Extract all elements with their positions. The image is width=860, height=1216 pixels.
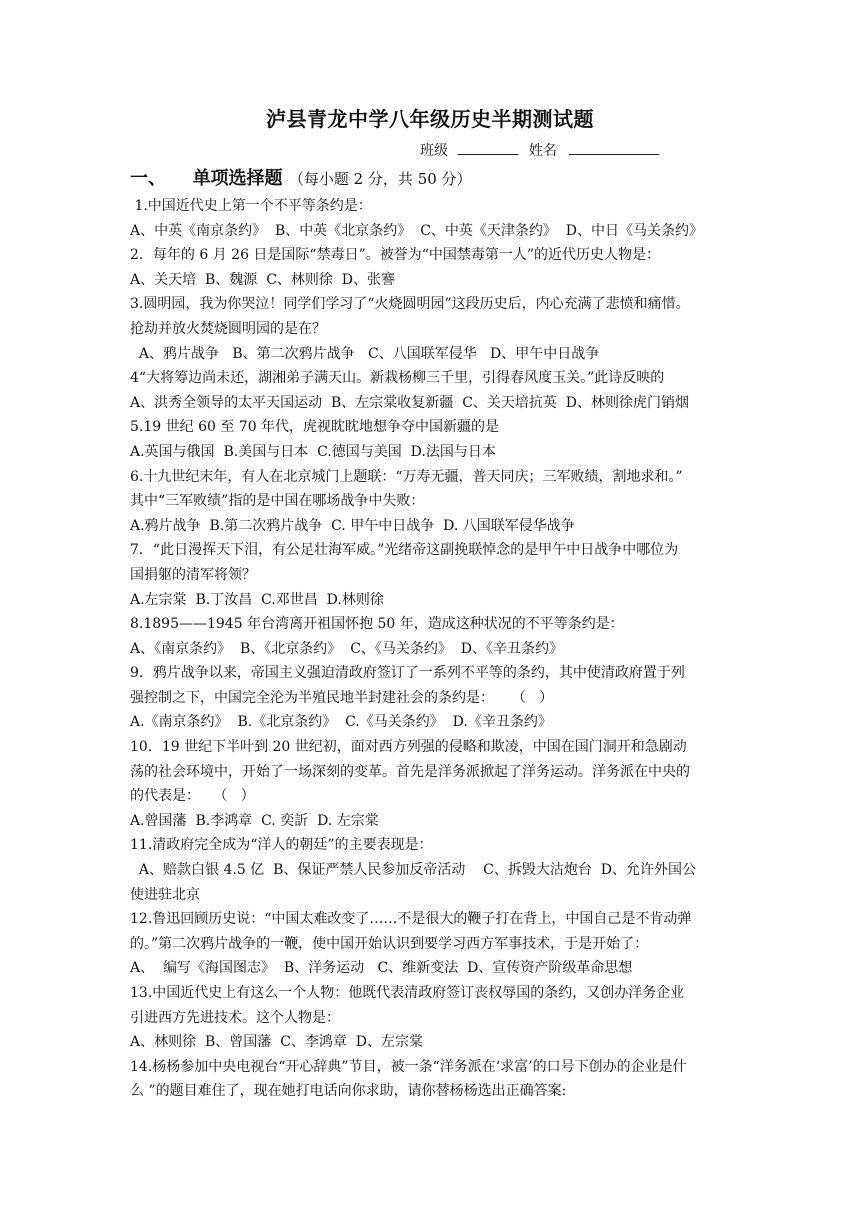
text-line: A、中英《南京条约》 B、中英《北京条约》 C、中英《天津条约》 D、中日《马关条约》 <box>130 222 704 239</box>
text-line: 使进驻北京 <box>130 886 200 903</box>
name-label: 姓名 <box>528 143 557 159</box>
page-title: 泸县青龙中学八年级历史半期测试题 <box>266 107 594 131</box>
text-line: 2．每年的 6 月 26 日是国际“禁毒日”。被誉为“中国禁毒第一人”的近代历史人物是： <box>130 247 661 264</box>
text-line: A、洪秀全领导的太平天国运动 B、左宗棠收复新疆 C、关天培抗英 D、林则徐虎门销烟 <box>130 394 690 411</box>
text-line: A、赔款白银 4.5 亿 B、保证严禁人民参加反帝活动 C、拆毁大沽炮台 D、允许外国公 <box>130 862 696 879</box>
text-line: A、林则徐 B、曾国藩 C、李鸿章 D、左宗棠 <box>130 1034 424 1051</box>
text-line: 10．19 世纪下半叶到 20 世纪初，面对西方列强的侵略和欺凌，中国在国门洞开和急剧动 <box>130 739 687 756</box>
section-note: （每小题 2 分，共 50 分） <box>288 170 472 188</box>
text-line: 13.中国近代史上有这么一个人物：他既代表清政府签订丧权辱国的条约，又创办洋务企业 <box>130 985 685 1001</box>
text-line: 9．鸦片战争以来，帝国主义强迫清政府签订了一系列不平等的条约，其中使清政府置于列 <box>130 665 685 682</box>
section-title: 单项选择题 <box>192 168 283 189</box>
section-number: 一、 <box>130 168 166 189</box>
question-list <box>130 194 740 1104</box>
text-line: A.鸦片战争 B.第二次鸦片战争 C. 甲午中日战争 D. 八国联军侵华战争 <box>130 517 575 534</box>
text-line: 12.鲁迅回顾历史说：“中国太难改变了……不是很大的鞭子打在背上，中国自己是不肯动弹 <box>130 911 692 928</box>
class-blank[interactable] <box>458 140 518 155</box>
text-line: 国捐躯的清军将领？ <box>130 566 256 583</box>
text-line: 引进西方先进技术。这个人物是： <box>130 1009 340 1026</box>
text-line: 荡的社会环境中，开始了一场深刻的变革。首先是洋务派掀起了洋务运动。洋务派在中央的 <box>130 763 690 780</box>
text-line: 抢劫并放火焚烧圆明园的是在？ <box>130 320 326 337</box>
text-line: 么 ”的题目难住了，现在她打电话向你求助，请你替杨杨选出正确答案: <box>130 1083 567 1100</box>
text-line: A、关天培 B、魏源 C、林则徐 D、张謇 <box>130 271 396 288</box>
text-line: 7．“此日漫挥天下泪，有公足壮海军威。”光绪帝这副挽联悼念的是甲午中日战争中哪位为 <box>130 542 679 559</box>
name-blank[interactable] <box>569 140 659 155</box>
text-line: 5.19 世纪 60 至 70 年代，虎视眈眈地想争夺中国新疆的是 <box>130 419 500 436</box>
text-line: A、《南京条约》 B、《北京条约》 C、《马关条约》 D、《辛丑条约》 <box>130 640 564 657</box>
text-line: A.英国与俄国 B.美国与日本 C.德国与美国 D.法国与日本 <box>130 443 496 460</box>
text-line: 14.杨杨参加中央电视台“开心辞典”节目，被一条“洋务派在‘求富’的口号下创办的企业是什 <box>130 1058 687 1075</box>
text-line: A、 编写《海国图志》 B、洋务运动 C、维新变法 D、宣传资产阶级革命思想 <box>130 960 633 977</box>
text-line: 的代表是： （ ） <box>130 788 255 805</box>
class-label: 班级 <box>420 143 448 159</box>
text-line: 1.中国近代史上第一个不平等条约是： <box>130 198 372 214</box>
text-line: A.左宗棠 B.丁汝昌 C.邓世昌 D.林则徐 <box>130 591 384 608</box>
text-line: A.《南京条约》 B.《北京条约》 C.《马关条约》 D.《辛丑条约》 <box>130 714 552 731</box>
text-line: A、鸦片战争 B、第二次鸦片战争 C、八国联军侵华 D、甲午中日战争 <box>130 345 600 362</box>
text-line: 6.十九世纪末年，有人在北京城门上题联：“万寿无疆，普天同庆；三军败绩，割地求和。” <box>130 468 683 485</box>
text-line: A.曾国藩 B.李鸿章 C. 奕訢 D. 左宗棠 <box>130 812 379 829</box>
student-info <box>420 140 659 160</box>
text-line: 8.1895——1945 年台湾离开祖国怀抱 50 年，造成这种状况的不平等条约是： <box>130 616 624 633</box>
section-heading <box>130 164 472 190</box>
text-line: 其中“三军败绩”指的是中国在哪场战争中失败： <box>130 493 425 510</box>
text-line: 11.清政府完全成为“洋人的朝廷”的主要表现是： <box>130 837 433 854</box>
text-line: 3.圆明园，我为你哭泣！同学们学习了“火烧圆明园”这段历史后，内心充满了悲愤和痛惜。 <box>130 296 690 313</box>
text-line: 的。”第二次鸦片战争的一鞭，使中国开始认识到要学习西方军事技术，于是开始了： <box>130 935 649 952</box>
text-line: 强控制之下，中国完全沦为半殖民地半封建社会的条约是： （ ） <box>130 689 554 706</box>
text-line: 4“大将筹边尚未还，湖湘弟子满天山。新栽杨柳三千里，引得春风度玉关。”此诗反映的 <box>130 370 665 387</box>
